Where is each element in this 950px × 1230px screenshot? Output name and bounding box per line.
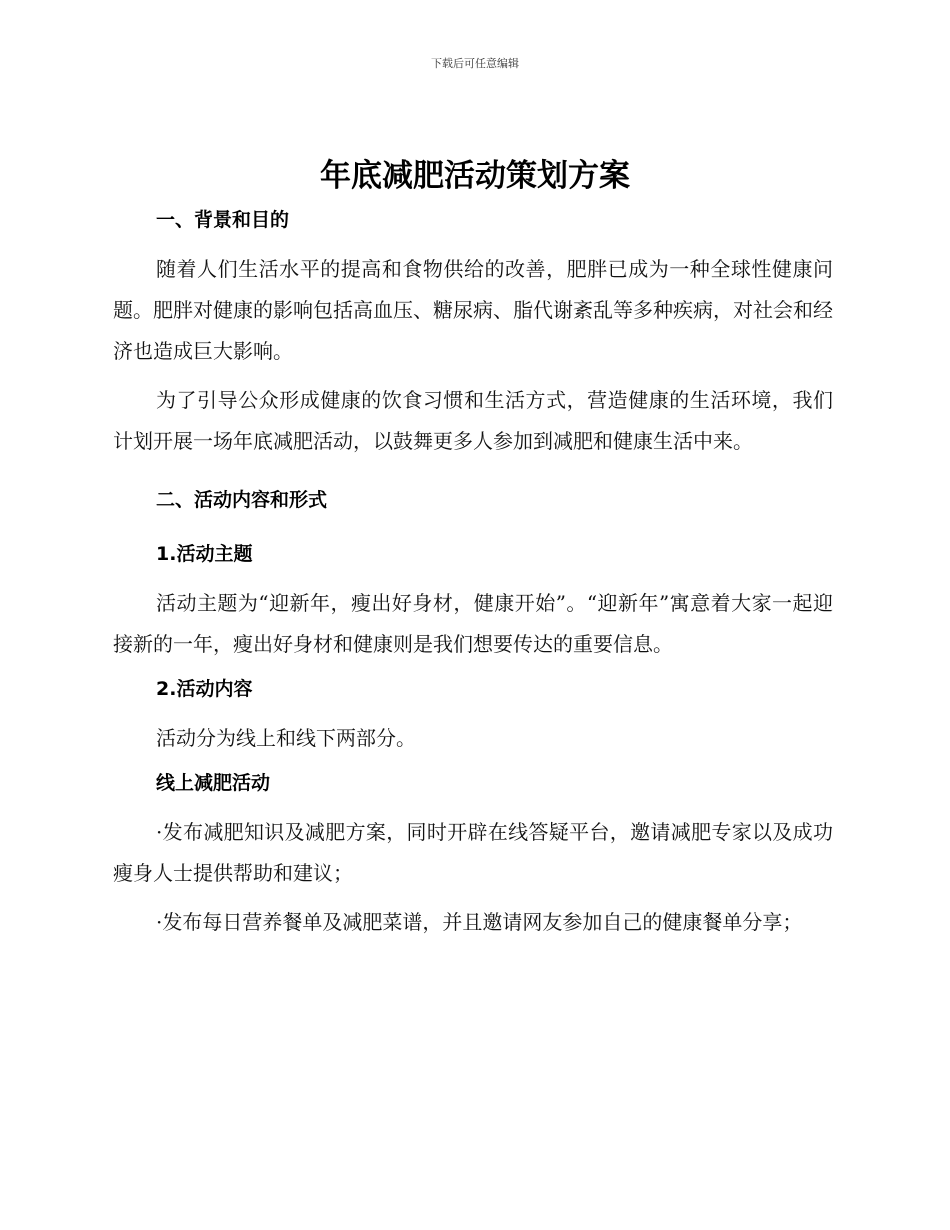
list-item: ·发布每日营养餐单及减肥菜谱，并且邀请网友参加自己的健康餐单分享；: [156, 910, 803, 934]
subheading-content: 2.活动内容: [156, 678, 253, 700]
list-item: ·发布减肥知识及减肥方案，同时开辟在线答疑平台，邀请减肥专家以及成功瘦身人士提供帮助和建议；: [113, 820, 833, 885]
paragraph: 为了引导公众形成健康的饮食习惯和生活方式，营造健康的生活环境，我们计划开展一场年底减肥活动，以鼓舞更多人参加到减肥和健康生活中来。: [113, 388, 833, 453]
document-body: [113, 204, 833, 943]
paragraph: 活动分为线上和线下两部分。: [156, 726, 416, 750]
header-note: 下载后可任意编辑: [431, 57, 519, 70]
document-title: 年底减肥活动策划方案: [320, 158, 630, 194]
subheading-theme: 1.活动主题: [156, 543, 253, 565]
section-heading-content: 二、活动内容和形式: [156, 489, 328, 511]
paragraph: 活动主题为“迎新年，瘦出好身材，健康开始”。“迎新年”寓意着大家一起迎接新的一年，瘦出好身材和健康则是我们想要传达的重要信息。: [113, 591, 833, 656]
paragraph: 随着人们生活水平的提高和食物供给的改善，肥胖已成为一种全球性健康问题。肥胖对健康的影响包括高血压、糖尿病、脂代谢紊乱等多种疾病，对社会和经济也造成巨大影响。: [113, 257, 833, 363]
section-heading-background: 一、背景和目的: [156, 209, 290, 231]
subheading-online: 线上减肥活动: [156, 772, 271, 794]
